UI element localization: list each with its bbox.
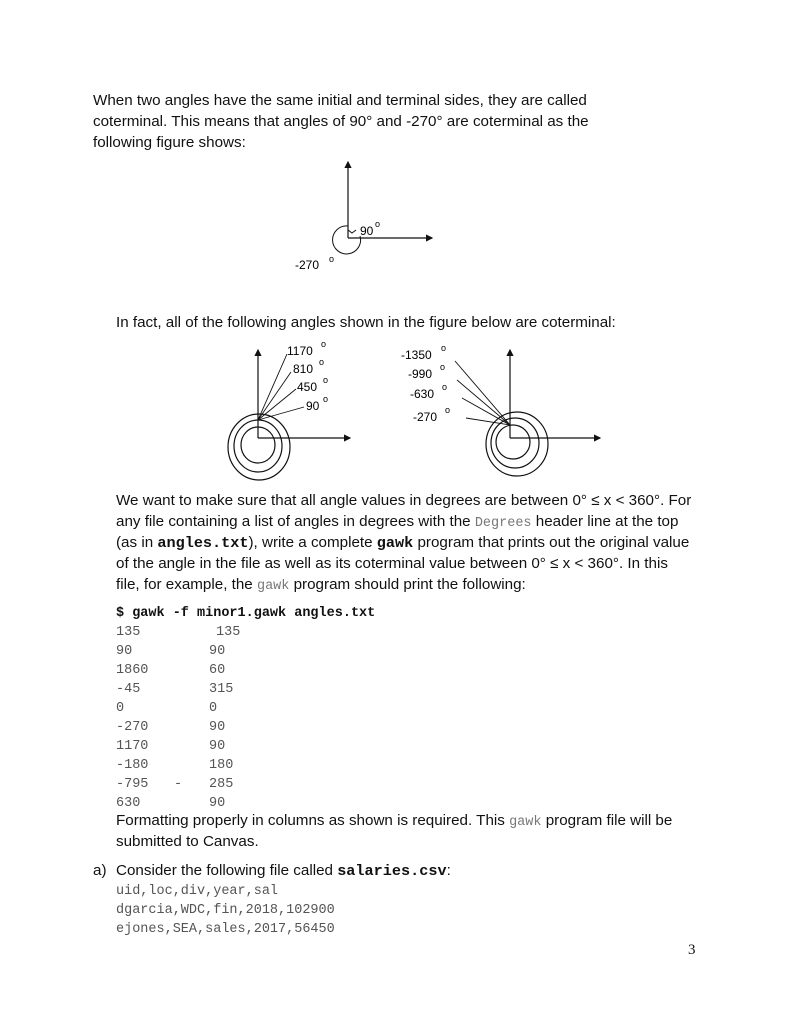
output-coterminal-value: 135 — [216, 625, 241, 640]
format-line-1: Formatting properly in columns as shown is required. This gawk program file will be — [116, 812, 673, 830]
output-coterminal-value: 90 — [209, 644, 226, 659]
salaries-file-code: salaries.csv — [337, 862, 447, 880]
output-coterminal-value: 60 — [209, 663, 226, 678]
coterminal-figure-2 — [0, 0, 791, 500]
salaries-csv-lines — [116, 882, 335, 939]
part-a-marker: a) — [93, 862, 107, 879]
degrees-header-code: Degrees — [474, 516, 532, 531]
output-coterminal-value: 180 — [209, 758, 234, 773]
para-line-2: any file containing a list of angles in degrees with the Degrees header line at the top — [116, 513, 679, 531]
gawk-command: $ gawk -f minor1.gawk angles.txt — [116, 606, 376, 621]
output-coterminal-value: 285 — [209, 777, 234, 792]
svg-text:o: o — [329, 254, 335, 264]
output-original-value: 1170 — [116, 739, 149, 754]
svg-text:-270: -270 — [413, 410, 438, 424]
output-original-value: 0 — [116, 701, 125, 716]
svg-text:o: o — [445, 405, 451, 415]
output-coterminal-value: 0 — [209, 701, 218, 716]
svg-text:o: o — [375, 219, 381, 229]
output-original-value: 1860 — [116, 663, 149, 678]
output-coterminal-value: 90 — [209, 720, 226, 735]
output-original-value: -180 — [116, 758, 149, 773]
gawk-code: gawk — [376, 534, 414, 552]
svg-text:-990: -990 — [408, 367, 433, 381]
csv-line: dgarcia,WDC,fin,2018,102900 — [116, 903, 335, 918]
svg-text:-630: -630 — [410, 387, 435, 401]
output-original-value: 135 — [116, 625, 141, 640]
angles-file-code: angles.txt — [157, 534, 249, 552]
csv-line: uid,loc,div,year,sal — [116, 884, 279, 899]
para-line-3: (as in angles.txt), write a complete gawk program that prints out the original value — [116, 534, 690, 552]
fig1-label-270: -270 — [295, 258, 320, 272]
svg-text:o: o — [441, 343, 447, 353]
in-fact-text: In fact, all of the following angles shown in the figure below are coterminal: — [116, 314, 616, 331]
para-line-1: We want to make sure that all angle values in degrees are between 0° ≤ x < 360°. For — [116, 492, 692, 509]
svg-text:o: o — [323, 394, 329, 404]
output-coterminal-value: 90 — [209, 739, 226, 754]
svg-text:-1350: -1350 — [401, 348, 432, 362]
intro-line-3: following figure shows: — [93, 134, 246, 151]
stray-dash: - — [174, 777, 183, 792]
csv-line: ejones,SEA,sales,2017,56450 — [116, 922, 335, 937]
output-coterminal-value: 90 — [209, 796, 226, 811]
svg-text:o: o — [321, 339, 327, 349]
svg-text:o: o — [319, 357, 325, 367]
para-line-5: file, for example, the gawk program should print the following: — [116, 576, 526, 594]
page-number: 3 — [688, 942, 696, 958]
output-coterminal-value: 315 — [209, 682, 234, 697]
output-original-value: -270 — [116, 720, 149, 735]
intro-line-1: When two angles have the same initial and terminal sides, they are called — [93, 92, 587, 109]
format-line-2: submitted to Canvas. — [116, 833, 259, 850]
part-a-text: Consider the following file called salaries.csv: — [116, 862, 451, 880]
output-original-value: -795 — [116, 777, 149, 792]
output-original-value: 90 — [116, 644, 133, 659]
svg-text:1170: 1170 — [287, 344, 313, 358]
para-line-4: of the angle in the file as well as its coterminal value between 0° ≤ x < 360°. In this — [116, 555, 668, 572]
output-original-value: 630 — [116, 796, 141, 811]
svg-text:90: 90 — [306, 399, 320, 413]
svg-text:450: 450 — [297, 380, 318, 394]
output-original-value: -45 — [116, 682, 141, 697]
svg-text:810: 810 — [293, 362, 314, 376]
svg-text:o: o — [442, 382, 448, 392]
fig1-label-90: 90 — [360, 224, 374, 238]
svg-text:o: o — [440, 362, 446, 372]
svg-text:o: o — [323, 375, 329, 385]
intro-line-2: coterminal. This means that angles of 90° and -270° are coterminal as the — [93, 113, 589, 130]
